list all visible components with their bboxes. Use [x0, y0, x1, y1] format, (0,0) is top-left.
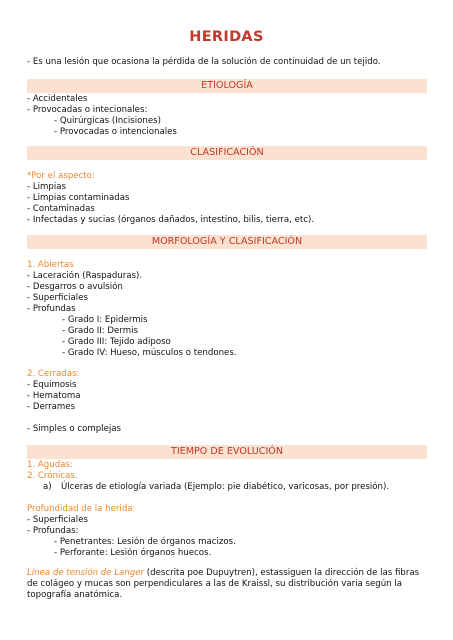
- langer-text: (descrita poe Dupuytren), estassiguen la dirección de las fibras de colágeo y mucas son perpendiculares a las de Kraissl, su distribución varia según la topografía anatómica.: [27, 568, 420, 601]
- list-item-text: Úlceras de etiología variada (Ejemplo: pie diabético, varicosas, por presión).: [61, 482, 390, 492]
- list-item: - Profundas: [27, 304, 76, 314]
- section-heading-tiempo: TIEMPO DE EVOLUCIÓN: [27, 445, 427, 459]
- subheading: 2. Cerradas:: [27, 369, 80, 379]
- list-item: - Provocadas o intecionales:: [27, 105, 148, 115]
- section-heading-morfologia: MORFOLOGÍA Y CLASIFICACIÓN: [27, 235, 427, 249]
- list-item: - Limpias: [27, 182, 66, 192]
- page-title: HERIDAS: [189, 29, 264, 45]
- list-item: - Infectadas y sucias (órganos dañados, intestino, bilis, tierra, etc).: [27, 215, 315, 225]
- section-heading-clasificacion: CLASIFICACIÓN: [27, 146, 427, 160]
- section-heading-etiologia: ETIOLOGÍA: [27, 79, 427, 93]
- list-item: - Grado I: Epidermis: [62, 315, 148, 325]
- list-item: - Perforante: Lesión órganos huecos.: [54, 548, 212, 558]
- list-item: - Desgarros o avulsión: [27, 282, 123, 292]
- langer-paragraph: [27, 568, 429, 602]
- list-item: - Hematoma: [27, 391, 81, 401]
- list-item: - Superficiales: [27, 293, 88, 303]
- langer-term: Línea de tensión de Langer: [27, 568, 145, 578]
- list-item: - Laceración (Raspaduras).: [27, 271, 143, 281]
- list-item: - Grado IV: Hueso, músculos o tendones.: [62, 348, 237, 358]
- list-item: - Limpias contaminadas: [27, 193, 130, 203]
- definition-text: - Es una lesión que ocasiona la pérdida de la solución de continuidad de un tejido.: [27, 57, 381, 67]
- list-item: - Equimosis: [27, 380, 77, 390]
- subheading: *Por el aspecto:: [27, 171, 95, 181]
- list-item: - Penetrantes: Lesión de órganos macizos.: [54, 537, 236, 547]
- list-item: [43, 482, 389, 493]
- list-marker: a): [43, 482, 52, 492]
- list-item: - Contaminadas: [27, 204, 95, 214]
- subheading: 1. Agudas:: [27, 460, 73, 470]
- subheading: Profundidad de la herida:: [27, 504, 136, 514]
- list-item: - Profundas:: [27, 526, 79, 536]
- list-item: - Grado III: Tejido adiposo: [62, 337, 171, 347]
- list-item: - Quirúrgicas (Incisiones): [54, 116, 161, 126]
- list-item: - Superficiales: [27, 515, 88, 525]
- list-item: - Provocadas o intencionales: [54, 127, 177, 137]
- subheading: 2. Crónicas.: [27, 471, 78, 481]
- list-item: - Derrames: [27, 402, 76, 412]
- list-item: - Grado II: Dermis: [62, 326, 138, 336]
- list-item: - Accidentales: [27, 94, 88, 104]
- list-item: - Simples o complejas: [27, 424, 121, 434]
- subheading: 1. Abiertas: [27, 260, 74, 270]
